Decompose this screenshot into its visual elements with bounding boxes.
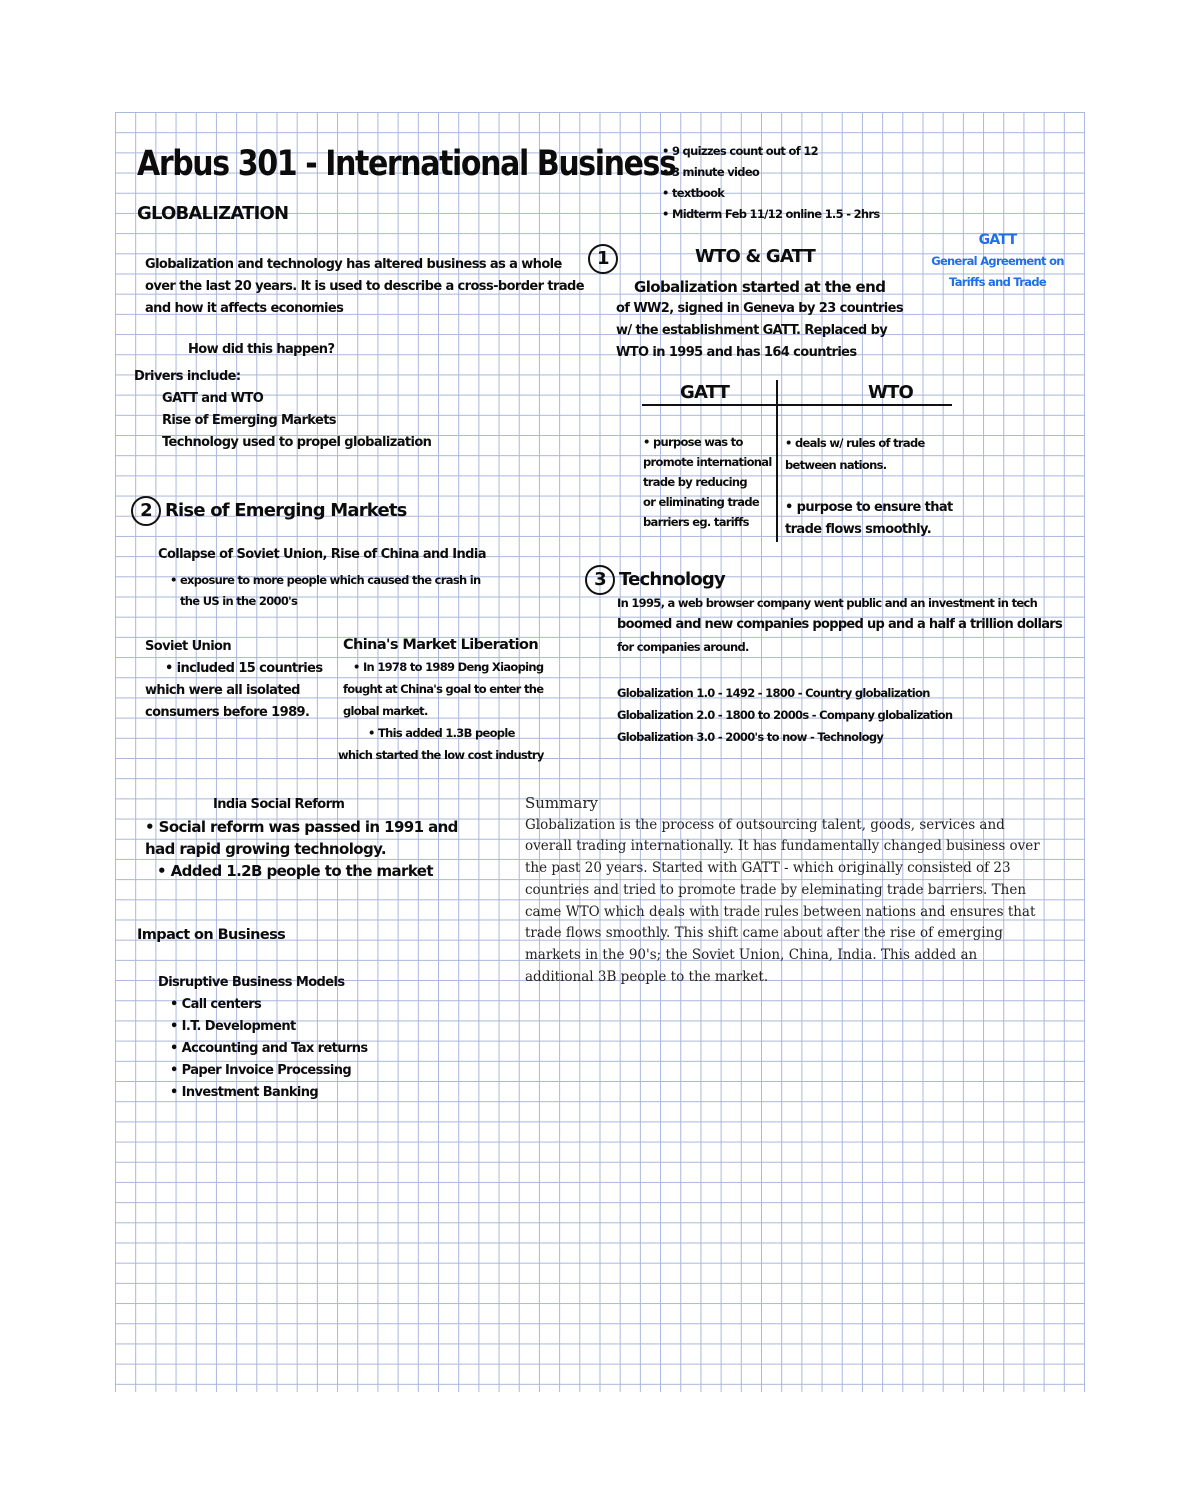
table-wto-cell-b [785, 497, 953, 541]
china-sub-line: • This added 1.3B people [368, 726, 515, 740]
section-3-text [617, 592, 1062, 658]
table-cell-line: or eliminating trade [643, 495, 759, 509]
section-1-line: of WW2, signed in Geneva by 23 countries [616, 301, 903, 316]
table-cell-line: barriers eg. tariffs [643, 515, 749, 529]
table-col-gatt: GATT [680, 382, 730, 403]
section-1-marker [588, 244, 622, 274]
page-title: Arbus 301 - International Business [137, 143, 676, 184]
soviet-line: • included 15 countries [165, 661, 323, 676]
table-cell-line: • deals w/ rules of trade [785, 436, 925, 450]
china-block [338, 634, 544, 766]
how-question: How did this happen? [188, 342, 335, 357]
table-cell-line: trade by reducing [643, 475, 747, 489]
bullet-line: the US in the 2000's [180, 594, 298, 608]
china-line: • In 1978 to 1989 Deng Xiaoping [353, 660, 544, 674]
topic-heading: GLOBALIZATION [137, 203, 289, 224]
table-cell-line: trade flows smoothly. [785, 522, 932, 537]
table-cell-line: • purpose to ensure that [785, 500, 953, 515]
course-note: • textbook [662, 186, 725, 200]
soviet-line: which were all isolated [145, 683, 300, 698]
intro-line: Globalization and technology has altered business as a whole [145, 257, 562, 272]
china-line: global market. [343, 704, 428, 718]
section-number: 1 [588, 244, 618, 274]
drivers-heading: Drivers include: [134, 369, 241, 384]
table-cell-line: • purpose was to [643, 435, 743, 449]
china-sub-line: which started the low cost industry [338, 748, 544, 762]
india-line: • Added 1.2B people to the market [157, 862, 433, 880]
era-line: Globalization 2.0 - 1800 to 2000s - Company globalization [617, 708, 953, 722]
course-notes [662, 141, 879, 225]
driver-item: Technology used to propel globalization [162, 435, 432, 450]
summary-box [525, 793, 1045, 988]
china-heading: China's Market Liberation [343, 637, 539, 653]
section-3-line: boomed and new companies popped up and a half a trillion dollars [617, 617, 1063, 632]
driver-item: Rise of Emerging Markets [162, 413, 336, 428]
table-wto-cell-a [785, 432, 925, 476]
intro-line: and how it affects economies [145, 301, 344, 316]
section-2-bullet [170, 570, 481, 612]
section-3-line: In 1995, a web browser company went public and an investment in tech [617, 596, 1038, 610]
table-cell-line: promote international [643, 455, 772, 469]
section-1-text [616, 276, 903, 364]
soviet-line: consumers before 1989. [145, 705, 310, 720]
section-2-heading: Rise of Emerging Markets [165, 500, 407, 521]
impact-item: • Paper Invoice Processing [170, 1063, 352, 1078]
era-line: Globalization 1.0 - 1492 - 1800 - Country globalization [617, 686, 930, 700]
gatt-definition-note [925, 230, 1070, 293]
section-2-heading-row [131, 496, 407, 526]
course-note: • 3 minute video [662, 165, 760, 179]
section-1-line: WTO in 1995 and has 164 countries [616, 345, 857, 360]
course-note: • 9 quizzes count out of 12 [662, 144, 818, 158]
table-rule-vertical [776, 380, 778, 542]
table-cell-line: between nations. [785, 458, 887, 472]
section-2-text: Collapse of Soviet Union, Rise of China and India [158, 547, 486, 562]
section-number: 3 [585, 565, 615, 595]
impact-item: • I.T. Development [170, 1019, 296, 1034]
india-line: had rapid growing technology. [145, 840, 386, 858]
impact-item: • Call centers [170, 997, 262, 1012]
soviet-block [145, 636, 323, 724]
table-gatt-cell [643, 432, 772, 532]
section-3-line: for companies around. [617, 640, 749, 654]
section-1-line: w/ the establishment GATT. Replaced by [616, 323, 888, 338]
impact-item: • Accounting and Tax returns [170, 1041, 368, 1056]
globalization-eras [617, 682, 952, 748]
impact-block [158, 972, 368, 1104]
soviet-heading: Soviet Union [145, 639, 232, 654]
section-1-heading: WTO & GATT [695, 246, 815, 267]
intro-line: over the last 20 years. It is used to describe a cross-border trade [145, 279, 584, 294]
section-1-line: Globalization started at the end [634, 278, 886, 296]
india-block [145, 794, 458, 882]
gatt-note-line: Tariffs and Trade [949, 275, 1046, 289]
china-line: fought at China's goal to enter the [343, 682, 544, 696]
intro-paragraph [145, 254, 584, 320]
section-3-heading: Technology [619, 569, 725, 590]
impact-subheading: Disruptive Business Models [158, 975, 345, 990]
driver-item: GATT and WTO [162, 391, 264, 406]
course-note: • Midterm Feb 11/12 online 1.5 - 2hrs [662, 207, 880, 221]
india-heading: India Social Reform [213, 797, 345, 812]
table-rule-horizontal [642, 404, 952, 406]
gatt-note-line: General Agreement on [931, 254, 1064, 268]
india-line: • Social reform was passed in 1991 and [145, 818, 458, 836]
summary-text: Globalization is the process of outsourcing talent, goods, services and overall trading internationally. It has fundamentally changed business over the past 20 years. Started with GATT - which originally consisted of 23 countries and tried to promote trade by eleminating trade barriers. Then came WTO which deals with trade rules between nations and ensures that trade flows smoothly. This shift came about after the rise of emerging markets in the 90's; the Soviet Union, China, India. This added an additional 3B people to the market. [525, 816, 1040, 985]
impact-item: • Investment Banking [170, 1085, 319, 1100]
gatt-note-line: GATT [978, 232, 1017, 248]
section-number: 2 [131, 496, 161, 526]
bullet-line: • exposure to more people which caused the crash in [170, 573, 481, 587]
era-line: Globalization 3.0 - 2000's to now - Technology [617, 730, 884, 744]
summary-title: Summary [525, 794, 598, 812]
drivers-block [134, 366, 431, 454]
section-3-heading-row [585, 565, 725, 595]
table-col-wto: WTO [868, 382, 914, 403]
impact-heading: Impact on Business [137, 927, 286, 943]
